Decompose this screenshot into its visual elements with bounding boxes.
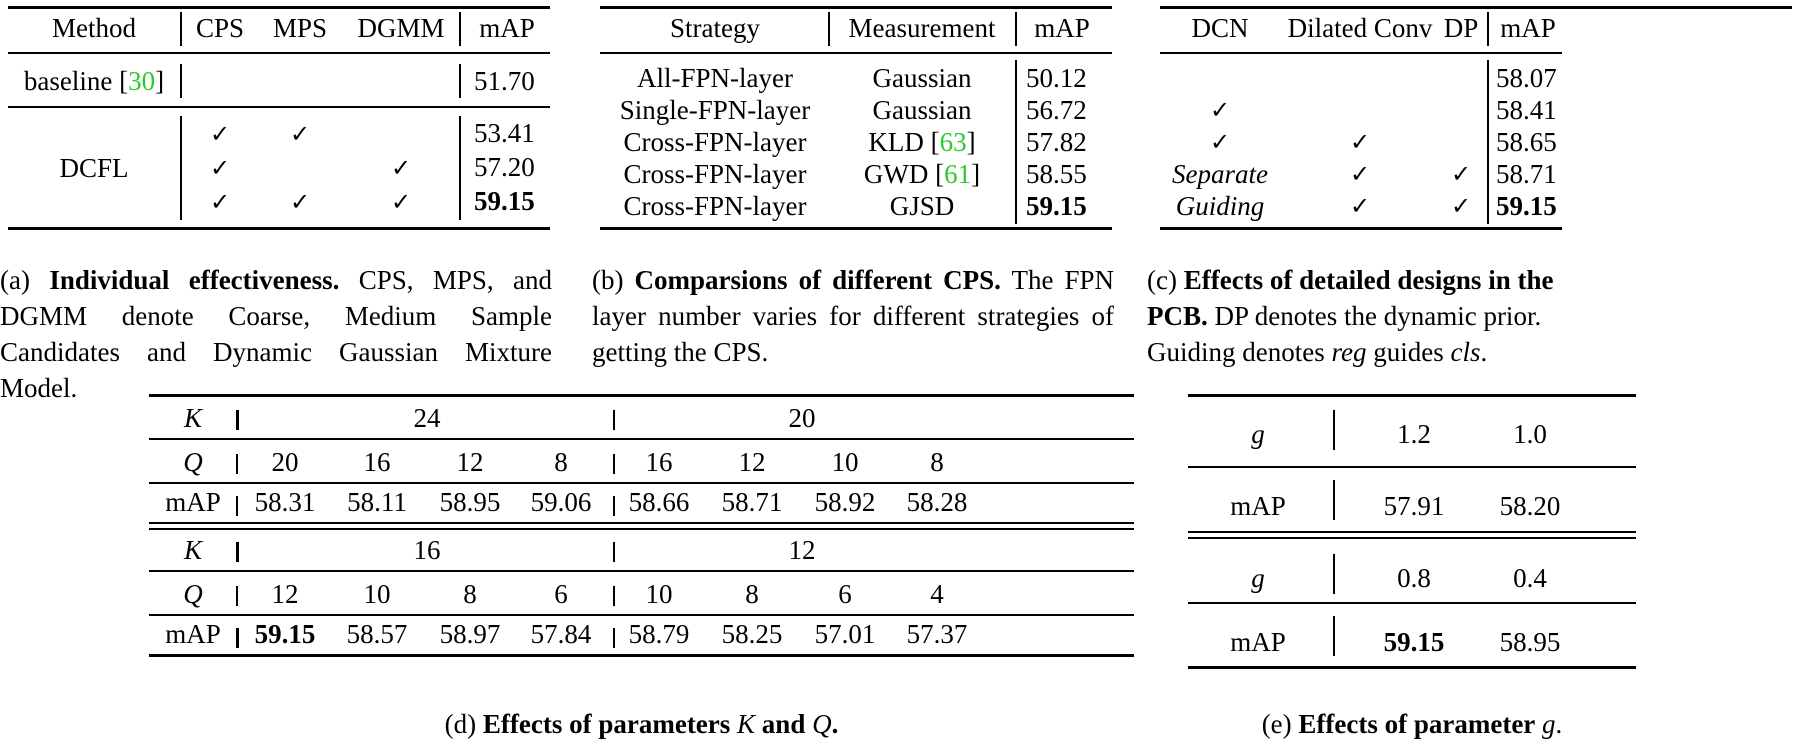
- table-d-rule-3: [149, 570, 1134, 572]
- table-e-rule-2: [1188, 602, 1636, 604]
- table-b-measure-1: Gaussian: [872, 63, 972, 93]
- table-b-header-measurement: Measurement: [848, 13, 996, 43]
- table-e-map-top-1: 58.20: [1499, 491, 1561, 521]
- table-a-top-rule: [8, 6, 550, 9]
- table-b-measure-3: KLD [63]: [868, 127, 976, 157]
- table-c-map-3: 58.65: [1496, 127, 1557, 157]
- check-icon: ✓: [1209, 96, 1231, 124]
- check-icon: ✓: [289, 188, 311, 216]
- table-d-double-rule: [149, 522, 1134, 530]
- table-a-map-1: 53.41: [474, 118, 535, 148]
- table-a: [8, 0, 550, 260]
- table-e-vline-4: [1333, 616, 1335, 656]
- table-e: [1188, 380, 1636, 700]
- table-b-map-2: 56.72: [1026, 95, 1087, 125]
- table-d-q-bar-top: [236, 454, 238, 474]
- table-c-top-rule: [1160, 6, 1792, 9]
- table-d-map-label-top: mAP: [165, 487, 221, 517]
- table-a-vline-2: [459, 12, 461, 46]
- table-d-map-label-bottom: mAP: [165, 619, 221, 649]
- table-d-q-sep-bottom: [613, 586, 615, 606]
- table-e-map-label-top: mAP: [1230, 491, 1286, 521]
- table-b-header-strategy: Strategy: [670, 13, 760, 43]
- table-b-measure-2: Gaussian: [872, 95, 972, 125]
- table-c-header-dcn: DCN: [1191, 13, 1249, 43]
- table-b-measure-4: GWD [61]: [863, 159, 981, 189]
- table-b-header-map: mAP: [1034, 13, 1090, 43]
- check-icon: ✓: [1450, 160, 1472, 188]
- table-a-bottom-rule: [8, 227, 550, 230]
- table-d-q-bottom-5: 8: [745, 579, 759, 609]
- table-d-q-bottom-4: 10: [645, 579, 673, 609]
- check-icon: ✓: [390, 154, 412, 182]
- table-d-k-bar-top: [236, 410, 239, 430]
- table-d-map-bottom-6: 57.01: [814, 619, 876, 649]
- table-e-bottom-rule: [1188, 666, 1636, 669]
- table-e-vline-3: [1333, 554, 1335, 594]
- table-d-q-label-bottom: Q: [183, 579, 203, 609]
- caption-d: (d) Effects of parameters K and Q.: [444, 709, 839, 739]
- table-d-map-bottom-7: 57.37: [906, 619, 968, 649]
- table-c: [1160, 0, 1792, 260]
- table-d-map-bottom-5: 58.25: [721, 619, 783, 649]
- check-icon: ✓: [1450, 192, 1472, 220]
- table-a-header-mps: MPS: [272, 13, 328, 43]
- table-c-map-4: 58.71: [1496, 159, 1557, 189]
- table-d-rule-1: [149, 438, 1134, 440]
- table-e-map-label-bottom: mAP: [1230, 627, 1286, 657]
- table-a-vline-5: [180, 116, 182, 220]
- table-d-map-bottom-0: 59.15: [254, 619, 316, 649]
- table-e-vline-2: [1333, 480, 1335, 520]
- table-c-map-1: 58.07: [1496, 63, 1557, 93]
- table-a-vline-6: [459, 116, 461, 220]
- table-d-rule-4: [149, 614, 1134, 616]
- table-d-map-bar-top: [236, 496, 238, 516]
- table-c-header-map: mAP: [1500, 13, 1556, 43]
- caption-a: (a) Individual effectiveness. CPS, MPS, and DGMM denote Coarse, Medium Sample Candidates and Dynamic Gaussian Mixture Model.: [0, 265, 552, 403]
- table-c-map-2: 58.41: [1496, 95, 1557, 125]
- table-d: [149, 380, 1134, 700]
- check-icon: ✓: [1209, 128, 1231, 156]
- table-b-strategy-3: Cross-FPN-layer: [623, 127, 807, 157]
- table-b-map-5: 59.15: [1026, 191, 1087, 221]
- table-d-map-top-3: 59.06: [530, 487, 592, 517]
- table-d-q-top-4: 16: [645, 447, 673, 477]
- table-d-map-top-6: 58.92: [814, 487, 876, 517]
- table-e-g-label-bottom: g: [1251, 563, 1265, 593]
- table-d-q-bottom-6: 6: [838, 579, 852, 609]
- table-b-map-1: 50.12: [1026, 63, 1087, 93]
- table-d-map-top-0: 58.31: [254, 487, 316, 517]
- table-d-map-bottom-4: 58.79: [628, 619, 690, 649]
- table-c-separate: Separate: [1172, 159, 1268, 189]
- table-e-vline-1: [1333, 410, 1335, 450]
- table-b-strategy-5: Cross-FPN-layer: [623, 191, 807, 221]
- table-b-strategy-2: Single-FPN-layer: [619, 95, 811, 125]
- check-icon: ✓: [289, 120, 311, 148]
- caption-e: (e) Effects of parameter g.: [1261, 709, 1563, 739]
- table-d-q-bottom-3: 6: [554, 579, 568, 609]
- table-a-map-3: 59.15: [474, 186, 535, 216]
- table-b-measure-5: GJSD: [889, 191, 955, 221]
- table-d-q-top-2: 12: [456, 447, 484, 477]
- table-d-map-sep-top: [613, 496, 615, 516]
- table-b-map-4: 58.55: [1026, 159, 1087, 189]
- check-icon: ✓: [1349, 192, 1371, 220]
- table-d-map-sep-bottom: [613, 628, 615, 648]
- table-b-strategy-1: All-FPN-layer: [637, 63, 793, 93]
- table-b-bottom-rule: [600, 227, 1112, 230]
- table-a-header-cps: CPS: [195, 13, 245, 43]
- table-d-map-top-4: 58.66: [628, 487, 690, 517]
- table-b-vline-3: [1015, 60, 1017, 224]
- table-e-double-rule: [1188, 531, 1636, 539]
- table-d-top-rule: [149, 394, 1134, 397]
- table-c-vline-1: [1487, 12, 1489, 46]
- table-d-map-top-7: 58.28: [906, 487, 968, 517]
- table-d-k-label-bottom: K: [183, 535, 203, 565]
- table-e-g-top-0: 1.2: [1397, 419, 1431, 449]
- table-a-header-map: mAP: [479, 13, 535, 43]
- caption-b: (b) Comparsions of different CPS. The FPN layer number varies for different strategies of getting the CPS.: [592, 265, 1114, 367]
- table-e-rule-1: [1188, 466, 1636, 468]
- table-c-header-dp: DP: [1443, 13, 1479, 43]
- table-d-map-top-2: 58.95: [439, 487, 501, 517]
- table-d-k-label-top: K: [183, 403, 203, 433]
- caption-c: (c) Effects of detailed designs in the PCB. DP denotes the dynamic prior. Guiding denotes reg guides cls.: [1147, 265, 1554, 367]
- table-d-q-top-7: 8: [930, 447, 944, 477]
- table-d-q-bottom-7: 4: [930, 579, 944, 609]
- table-d-q-top-0: 20: [271, 447, 299, 477]
- table-d-q-bar-bottom: [236, 586, 238, 606]
- table-d-q-label-top: Q: [183, 447, 203, 477]
- table-a-rule-2: [8, 106, 550, 108]
- table-e-g-label-top: g: [1251, 419, 1265, 449]
- table-d-q-top-5: 12: [738, 447, 766, 477]
- table-a-baseline: baseline [30]: [23, 66, 165, 96]
- table-d-k2-top: 20: [788, 403, 816, 433]
- table-c-map-5: 59.15: [1496, 191, 1557, 221]
- check-icon: ✓: [209, 188, 231, 216]
- table-d-q-sep-top: [613, 454, 615, 474]
- table-a-map-2: 57.20: [474, 152, 535, 182]
- table-c-vline-2: [1487, 60, 1489, 224]
- table-e-top-rule: [1188, 394, 1636, 397]
- table-b-rule-1: [600, 52, 1112, 54]
- table-d-q-bottom-2: 8: [463, 579, 477, 609]
- table-e-map-top-0: 57.91: [1383, 491, 1445, 521]
- table-e-g-top-1: 1.0: [1513, 419, 1547, 449]
- table-b-map-3: 57.82: [1026, 127, 1087, 157]
- check-icon: ✓: [1349, 128, 1371, 156]
- table-d-k-sep-top: [613, 410, 615, 430]
- table-a-vline-3: [180, 64, 182, 98]
- table-d-q-top-1: 16: [363, 447, 391, 477]
- table-c-guiding: Guiding: [1175, 191, 1265, 221]
- table-d-q-bottom-0: 12: [271, 579, 299, 609]
- table-a-baseline-map: 51.70: [474, 66, 535, 96]
- table-d-q-bottom-1: 10: [363, 579, 391, 609]
- table-b-top-rule: [600, 6, 1112, 9]
- table-b-strategy-4: Cross-FPN-layer: [623, 159, 807, 189]
- table-d-map-top-1: 58.11: [347, 487, 407, 517]
- table-c-rule-1: [1160, 52, 1562, 54]
- check-icon: ✓: [1349, 160, 1371, 188]
- table-d-q-top-6: 10: [831, 447, 859, 477]
- check-icon: ✓: [209, 154, 231, 182]
- table-c-header-dilated: Dilated Conv: [1287, 13, 1433, 43]
- check-icon: ✓: [390, 188, 412, 216]
- table-b-vline-1: [828, 12, 830, 46]
- table-e-g-bottom-1: 0.4: [1513, 563, 1547, 593]
- table-b-vline-2: [1015, 12, 1017, 46]
- table-d-k-bar-bottom: [236, 542, 239, 562]
- table-d-bottom-rule: [149, 654, 1134, 657]
- table-e-g-bottom-0: 0.8: [1397, 563, 1431, 593]
- table-a-vline-1: [180, 12, 182, 46]
- table-d-rule-2: [149, 482, 1134, 484]
- table-a-rule-1: [8, 52, 550, 54]
- table-e-map-bottom-0: 59.15: [1383, 627, 1445, 657]
- check-icon: ✓: [209, 120, 231, 148]
- table-d-map-bottom-2: 58.97: [439, 619, 501, 649]
- table-d-k1-top: 24: [413, 403, 441, 433]
- table-d-k-sep-bottom: [613, 542, 615, 562]
- table-a-vline-4: [459, 64, 461, 98]
- table-e-map-bottom-1: 58.95: [1499, 627, 1561, 657]
- table-d-k1-bottom: 16: [413, 535, 441, 565]
- table-d-map-bar-bottom: [236, 628, 239, 648]
- table-d-map-bottom-1: 58.57: [346, 619, 408, 649]
- table-d-map-top-5: 58.71: [721, 487, 783, 517]
- table-a-header-dgmm: DGMM: [357, 13, 445, 43]
- table-d-q-top-3: 8: [554, 447, 568, 477]
- table-d-k2-bottom: 12: [788, 535, 816, 565]
- table-d-map-bottom-3: 57.84: [530, 619, 592, 649]
- table-a-header-method: Method: [52, 13, 136, 43]
- table-b: [600, 0, 1112, 260]
- table-c-bottom-rule: [1160, 227, 1562, 230]
- table-a-dcfl: DCFL: [59, 153, 129, 183]
